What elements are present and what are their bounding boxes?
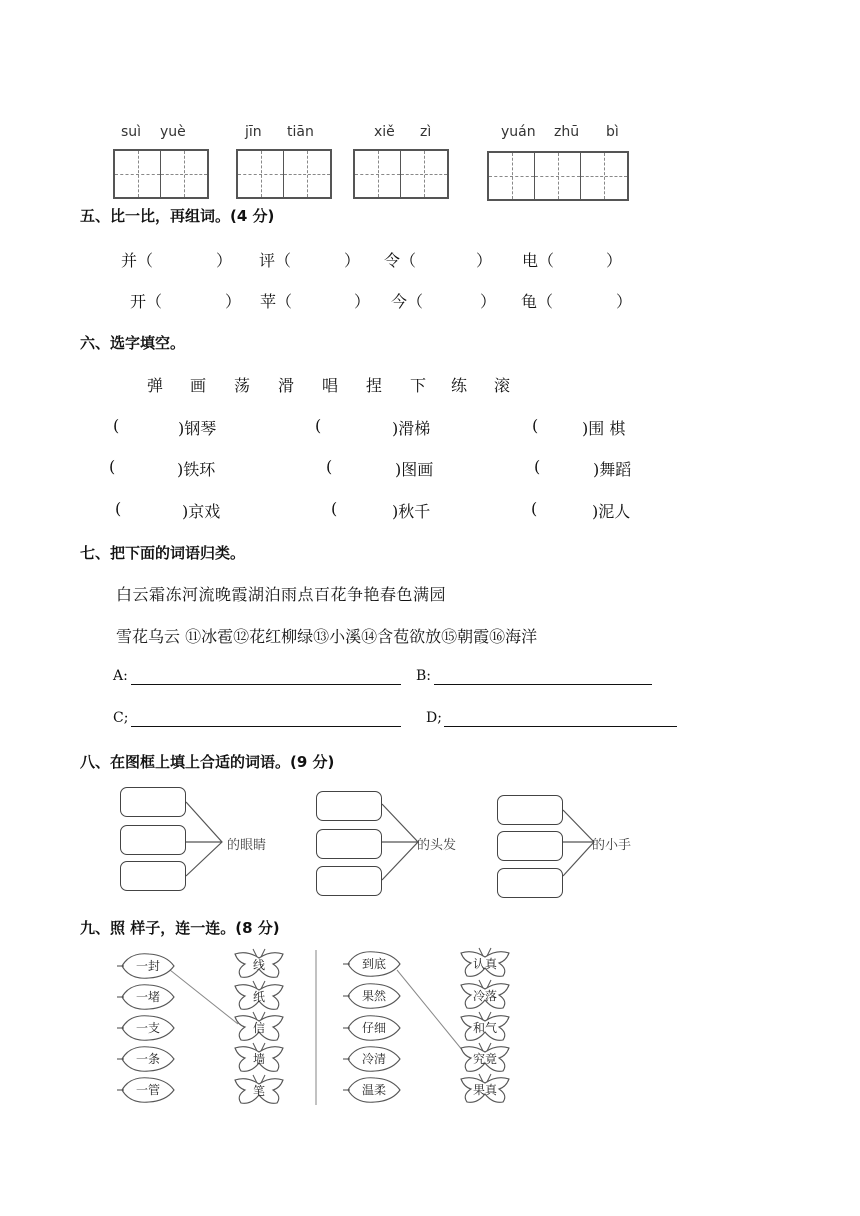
answer-frame[interactable] [497, 831, 563, 861]
butterfly-card [461, 948, 509, 976]
pinyin: yuè [160, 124, 186, 140]
butterfly-card [235, 949, 283, 977]
pinyin: yuán [501, 124, 536, 140]
leaf-word: 一堵 [135, 990, 161, 1004]
matching-diagram [0, 940, 540, 1115]
leaf-card [343, 952, 400, 977]
category-c-answer-line[interactable] [131, 726, 401, 727]
butterfly-word: 冷落 [472, 989, 498, 1003]
pinyin: tiān [287, 124, 314, 140]
category-d-label: D; [426, 710, 442, 726]
leaf-word: 一条 [135, 1052, 161, 1066]
answer-frame[interactable] [120, 861, 186, 891]
butterfly-word: 线 [252, 958, 266, 972]
writing-grid[interactable] [353, 149, 449, 199]
category-d-answer-line[interactable] [444, 726, 677, 727]
answer-frame[interactable] [497, 795, 563, 825]
leaf-word: 一管 [135, 1083, 161, 1097]
leaf-card [117, 1047, 174, 1072]
answer-frame[interactable] [120, 787, 186, 817]
category-b-answer-line[interactable] [434, 684, 652, 685]
leaf-card [117, 1078, 174, 1103]
target-noun-eyes: 的眼睛 [227, 838, 267, 853]
answer-frame[interactable] [497, 868, 563, 898]
leaf-word: 温柔 [361, 1083, 387, 1097]
leaf-card [117, 1016, 174, 1041]
writing-grid[interactable] [236, 149, 332, 199]
answer-frame[interactable] [120, 825, 186, 855]
butterfly-word: 果真 [472, 1083, 498, 1097]
answer-frame[interactable] [316, 791, 382, 821]
section-5-title: 五、比一比，再组词。(4 分) [80, 207, 275, 225]
section-9-title: 九、照 样子，连一连。(8 分) [80, 919, 280, 937]
butterfly-card [235, 1043, 283, 1071]
writing-grid[interactable] [487, 151, 629, 201]
butterfly-word: 信 [252, 1021, 266, 1035]
leaf-card [343, 984, 400, 1009]
leaf-card [117, 985, 174, 1010]
butterfly-card [235, 981, 283, 1009]
leaf-card [343, 1078, 400, 1103]
butterfly-word: 认真 [472, 957, 498, 971]
target-noun-hair: 的头发 [417, 838, 457, 853]
leaf-word: 一封 [135, 959, 161, 973]
butterfly-word: 和气 [472, 1021, 498, 1035]
pinyin: xiě [374, 124, 395, 140]
pinyin: jīn [245, 124, 262, 140]
section-6-title: 六、选字填空。 [80, 334, 186, 352]
section-7-title: 七、把下面的词语归类。 [80, 544, 246, 562]
section-8-title: 八、在图框上填上合适的词语。(9 分) [80, 753, 335, 771]
category-a-label: A: [113, 668, 128, 684]
butterfly-word: 笔 [252, 1084, 266, 1098]
leaf-word: 冷清 [361, 1052, 387, 1066]
butterfly-card [235, 1012, 283, 1040]
butterfly-card [461, 1012, 509, 1040]
butterfly-card [461, 980, 509, 1008]
leaf-word: 仔细 [361, 1021, 387, 1035]
category-c-label: C; [113, 710, 129, 726]
pinyin: suì [121, 124, 142, 140]
target-noun-hands: 的小手 [592, 838, 632, 853]
pinyin: zì [420, 124, 432, 140]
leaf-card [343, 1047, 400, 1072]
pinyin: zhū [554, 124, 580, 140]
butterfly-word: 纸 [252, 990, 266, 1004]
answer-frame[interactable] [316, 866, 382, 896]
leaf-word: 一支 [135, 1021, 161, 1035]
butterfly-word: 究竟 [472, 1052, 498, 1066]
pinyin: bì [606, 124, 619, 140]
leaf-word: 到底 [361, 957, 387, 971]
butterfly-card [461, 1074, 509, 1102]
word-list-line-1: 白云霜冻河流晚霞湖泊雨点百花争艳春色满园 [116, 585, 447, 604]
writing-grid[interactable] [113, 149, 209, 199]
leaf-word: 果然 [361, 989, 387, 1003]
butterfly-card [461, 1043, 509, 1071]
leaf-card [117, 954, 174, 979]
butterfly-word: 墙 [252, 1052, 266, 1066]
word-list-line-2: 雪花乌云 ⑪冰雹⑫花红柳绿⑬小溪⑭含苞欲放⑮朝霞⑯海洋 [116, 627, 538, 646]
category-b-label: B: [416, 668, 432, 684]
answer-frame[interactable] [316, 829, 382, 859]
category-a-answer-line[interactable] [131, 684, 401, 685]
butterfly-card [235, 1075, 283, 1103]
leaf-card [343, 1016, 400, 1041]
